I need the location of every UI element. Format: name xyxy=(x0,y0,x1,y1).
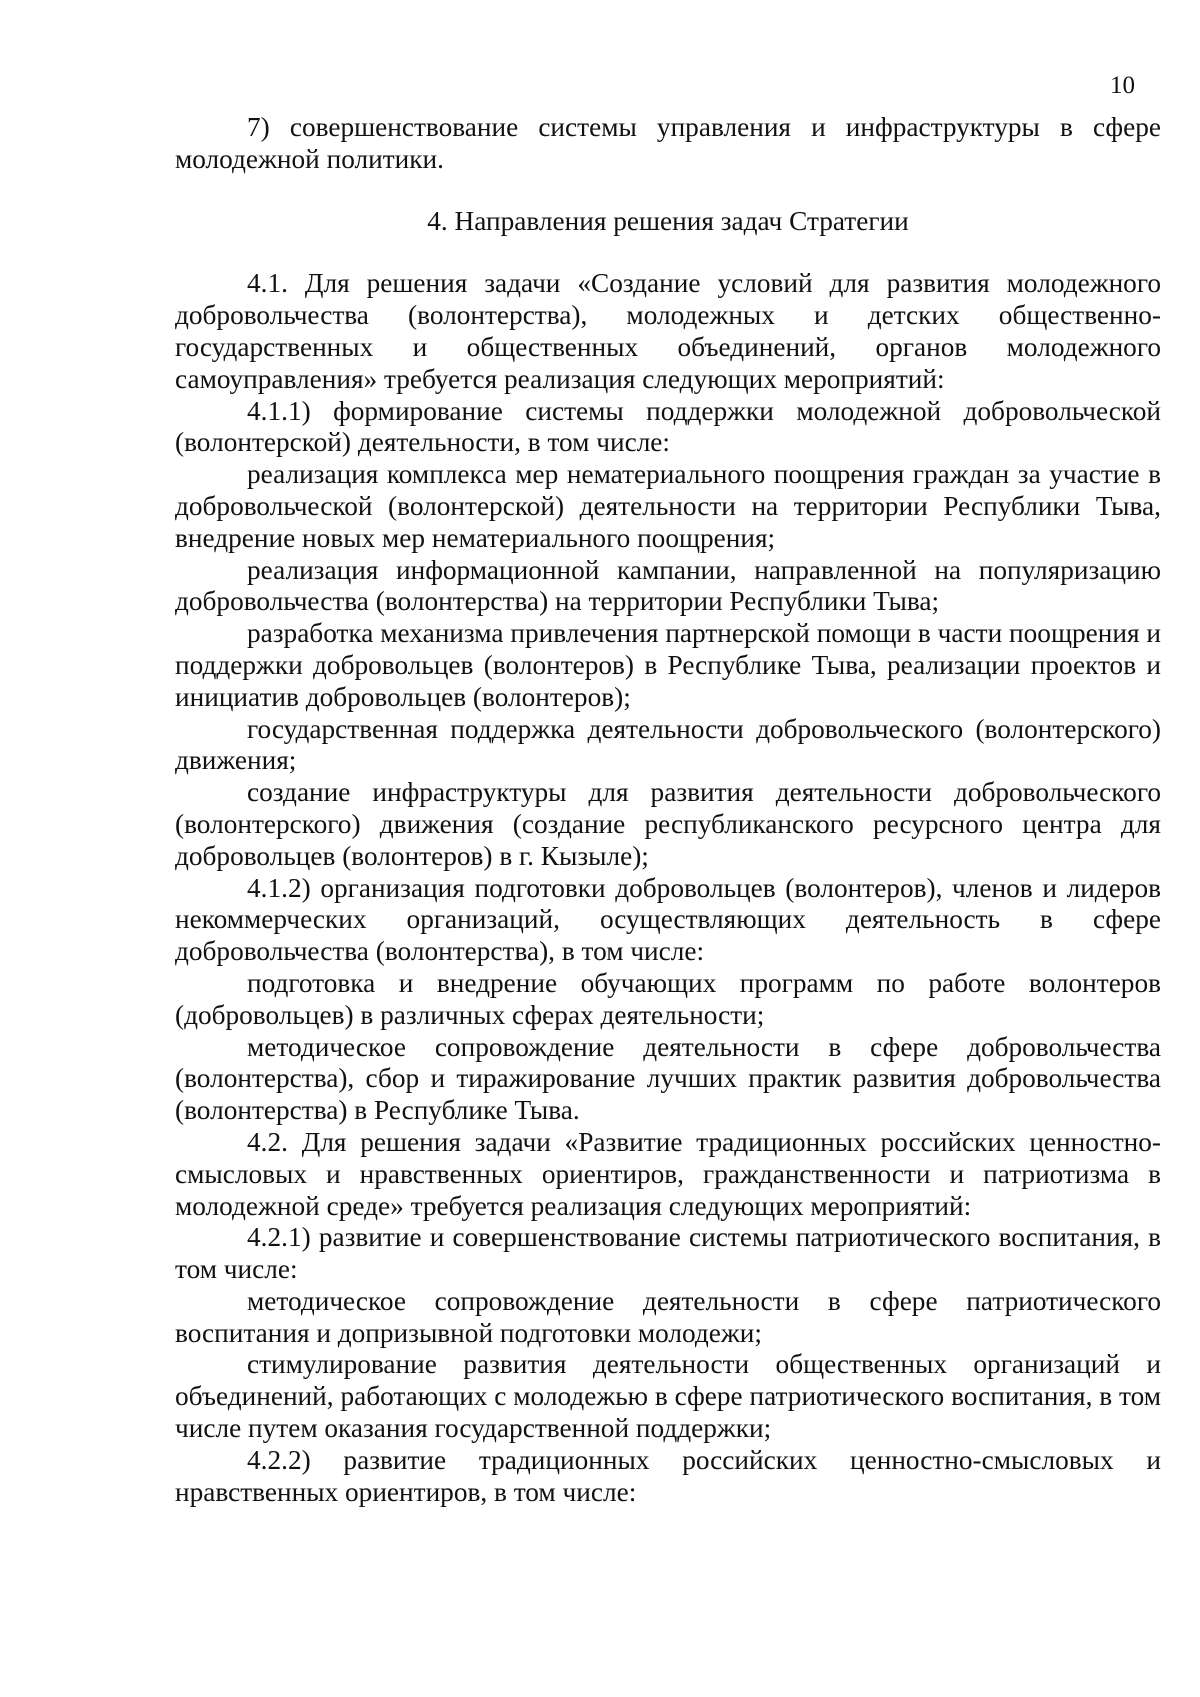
paragraph: 4.2.2) развитие традиционных российских ценностно-смысловых и нравственных ориентиров, в том числе: xyxy=(175,1444,1161,1507)
paragraph: 4.2. Для решения задачи «Развитие традиционных российских ценностно-смысловых и нравственных ориентиров, гражданственности и патриотизма в молодежной среде» требуется реализация следующих мероприятий: xyxy=(175,1126,1161,1221)
paragraph: создание инфраструктуры для развития деятельности добровольческого (волонтерского) движения (создание республиканского ресурсного центра для добровольцев (волонтеров) в г. Кызыле); xyxy=(175,777,1161,871)
page-number: 10 xyxy=(1110,72,1135,99)
paragraph: разработка механизма привлечения партнерской помощи в части поощрения и поддержки добровольцев (волонтеров) в Республике Тыва, реализации проектов и инициатив добровольцев (волонтеров); xyxy=(175,618,1161,712)
paragraph: методическое сопровождение деятельности в сфере патриотического воспитания и допризывной подготовки молодежи; xyxy=(175,1285,1161,1348)
paragraph: 4.2.1) развитие и совершенствование системы патриотического воспитания, в том числе: xyxy=(175,1222,1161,1285)
section-heading: 4. Направления решения задач Стратегии xyxy=(427,205,909,236)
paragraph: реализация информационной кампании, направленной на популяризацию добровольчества (волонтерства) на территории Республики Тыва; xyxy=(175,554,1161,617)
paragraph: государственная поддержка деятельности добровольческого (волонтерского) движения; xyxy=(175,713,1161,776)
paragraph: 7) совершенствование системы управления и инфраструктуры в сфере молодежной политики. xyxy=(175,112,1161,174)
paragraph: реализация комплекса мер нематериального поощрения граждан за участие в добровольческой (волонтерской) деятельности на территории Республики Тыва, внедрение новых мер нематериального поощрения; xyxy=(175,459,1161,553)
paragraph: методическое сопровождение деятельности в сфере добровольчества (волонтерства), сбор и тиражирование лучших практик развития добровольчества (волонтерства) в Республике Тыва. xyxy=(175,1031,1161,1126)
document-body xyxy=(175,112,1161,1508)
paragraph: подготовка и внедрение обучающих программ по работе волонтеров (добровольцев) в различных сферах деятельности; xyxy=(175,967,1161,1030)
paragraph: 4.1.1) формирование системы поддержки молодежной добровольческой (волонтерской) деятельности, в том числе: xyxy=(175,395,1161,458)
paragraph: 4.1.2) организация подготовки добровольцев (волонтеров), членов и лидеров некоммерческих организаций, осуществляющих деятельность в сфере добровольчества (волонтерства), в том числе: xyxy=(175,872,1161,967)
paragraph: стимулирование развития деятельности общественных организаций и объединений, работающих с молодежью в сфере патриотического воспитания, в том числе путем оказания государственной поддержки; xyxy=(175,1349,1161,1444)
paragraph: 4.1. Для решения задачи «Создание условий для развития молодежного добровольчества (волонтерства), молодежных и детских общественно-государственных и общественных объединений, органов молодежного самоуправления» требуется реализация следующих мероприятий: xyxy=(175,268,1161,394)
